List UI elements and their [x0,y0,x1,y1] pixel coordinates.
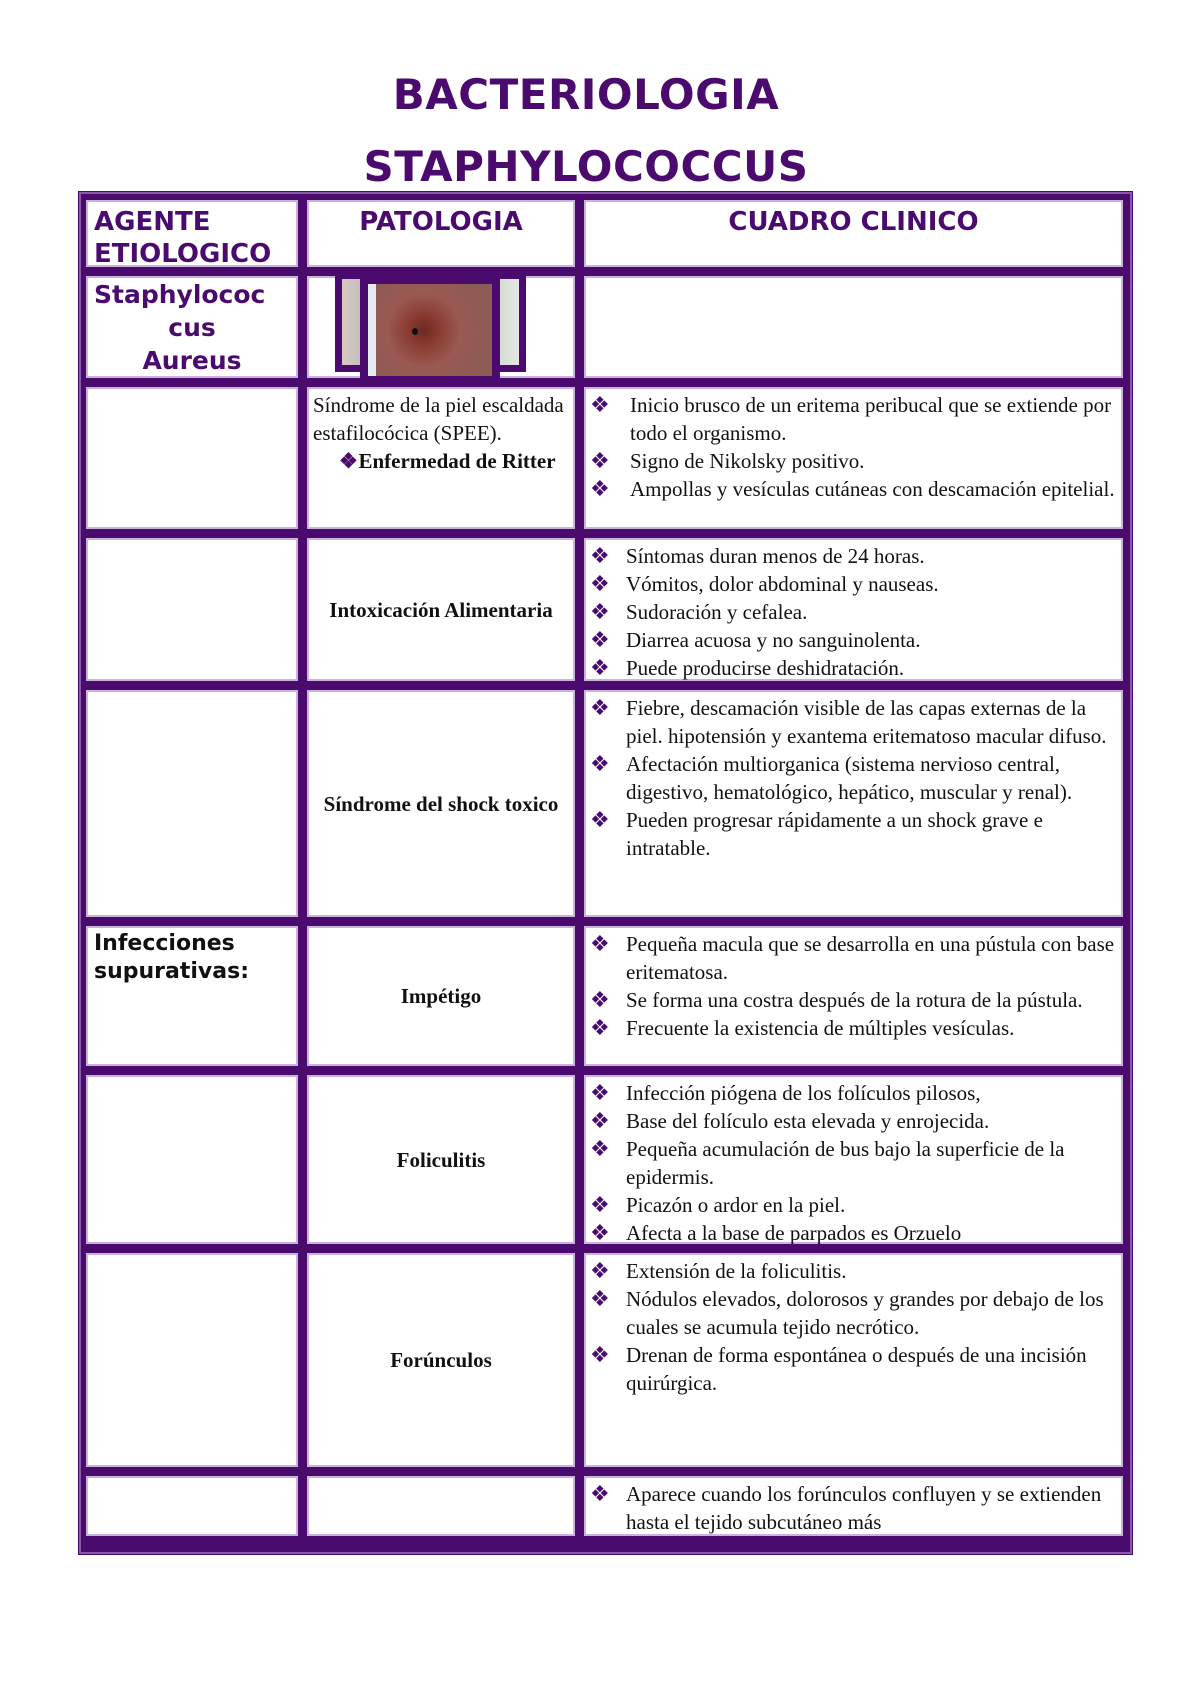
diamond-bullet-icon: ❖ [590,627,610,652]
clinical-item [590,570,1117,598]
organism-line: Aureus [142,346,242,375]
clinical-item [590,986,1117,1014]
clinical-item-text: Afectación multiorganica (sistema nervioso central, digestivo, hematológico, hepático, muscular y renal). [626,752,1073,804]
empty-cell [584,276,1123,378]
clinical-item [590,1191,1117,1219]
clinical-item [590,1285,1117,1341]
organism-cell [86,276,298,378]
diamond-bullet-icon: ❖ [590,931,610,956]
clinical-item-text: Picazón o ardor en la piel. [626,1193,846,1217]
clinical-item [590,447,1117,475]
diamond-bullet-icon: ❖ [590,695,610,720]
diamond-bullet-icon: ❖ [590,1192,610,1217]
pathology-cell: Forúnculos [307,1253,575,1467]
pathology-text: Síndrome de la piel escaldada estafilocócica (SPEE). [313,393,564,445]
diamond-bullet-icon: ❖ [590,1015,610,1040]
organism-line: cus [168,313,216,342]
diamond-bullet-icon: ❖ [590,1136,610,1161]
diamond-bullet-icon: ❖ [590,1108,610,1133]
clinical-item [590,1014,1117,1042]
diamond-bullet-icon: ❖ [590,599,610,624]
empty-cell [86,1075,298,1244]
clinical-item [590,1107,1117,1135]
clinical-item-text: Sudoración y cefalea. [626,600,808,624]
clinical-item-text: Ampollas y vesículas cutáneas con descamación epitelial. [630,477,1115,501]
clinical-cell [584,538,1123,681]
clinical-item-text: Pequeña acumulación de bus bajo la superficie de la epidermis. [626,1137,1065,1189]
clinical-item-text: Inicio brusco de un eritema peribucal que se extiende por todo el organismo. [630,393,1112,445]
clinical-item-text: Vómitos, dolor abdominal y nauseas. [626,572,939,596]
pathology-cell: Intoxicación Alimentaria [307,538,575,681]
clinical-item [590,542,1117,570]
diamond-bullet-icon: ❖ [590,448,610,473]
clinical-item-text: Síntomas duran menos de 24 horas. [626,544,925,568]
clinical-item [590,694,1117,750]
clinical-cell [584,690,1123,917]
empty-cell [307,1476,575,1536]
diamond-bullet-icon: ❖ [339,449,358,473]
clinical-cell [584,1253,1123,1467]
clinical-item-text: Drenan de forma espontánea o después de una incisión quirúrgica. [626,1343,1087,1395]
diamond-bullet-icon: ❖ [590,476,610,501]
diamond-bullet-icon: ❖ [590,1481,610,1506]
clinical-item [590,1480,1117,1536]
clinical-cell [584,1476,1123,1536]
organism-line: Staphylococ [94,280,266,309]
diamond-bullet-icon: ❖ [590,807,610,832]
clinical-item [590,1135,1117,1191]
header-agent: AGENTE ETIOLOGICO [86,200,298,267]
diamond-bullet-icon: ❖ [590,751,610,776]
document-title: BACTERIOLOGIA [392,70,780,119]
clinical-cell [584,387,1123,529]
clinical-item-text: Afecta a la base de parpados es Orzuelo [626,1221,962,1244]
empty-cell [86,690,298,917]
empty-cell [86,1476,298,1536]
clinical-cell [584,926,1123,1066]
clinical-item-text: Diarrea acuosa y no sanguinolenta. [626,628,921,652]
pathology-cell: Síndrome del shock toxico [307,690,575,917]
empty-cell [86,387,298,529]
clinical-item [590,750,1117,806]
document-subtitle: STAPHYLOCOCCUS [363,142,809,191]
skin-lesion-photo [360,276,500,384]
clinical-item [590,1219,1117,1244]
header-pathology: PATOLOGIA [307,200,575,267]
pathology-cell [307,387,575,529]
clinical-item [590,626,1117,654]
clinical-item [590,598,1117,626]
clinical-item-text: Se forma una costra después de la rotura de la pústula. [626,988,1083,1012]
clinical-item-text: Frecuente la existencia de múltiples vesículas. [626,1016,1015,1040]
pathology-cell: Foliculitis [307,1075,575,1244]
clinical-item-text: Base del folículo esta elevada y enrojecida. [626,1109,990,1133]
diamond-bullet-icon: ❖ [590,1258,610,1283]
clinical-item-text: Fiebre, descamación visible de las capas externas de la piel. hipotensión y exantema eritematoso macular difuso. [626,696,1107,748]
clinical-item-text: Nódulos elevados, dolorosos y grandes por debajo de los cuales se acumula tejido necrótico. [626,1287,1104,1339]
clinical-item-text: Aparece cuando los forúnculos confluyen y se extienden hasta el tejido subcutáneo más [626,1482,1102,1534]
diamond-bullet-icon: ❖ [590,987,610,1012]
clinical-item [590,1257,1117,1285]
clinical-item-text: Extensión de la foliculitis. [626,1259,847,1283]
clinical-item-text: Infección piógena de los folículos pilosos, [626,1081,981,1105]
clinical-cell [584,1075,1123,1244]
diamond-bullet-icon: ❖ [590,1080,610,1105]
pathology-subitem [313,447,569,475]
clinical-item [590,930,1117,986]
pathology-cell: Impétigo [307,926,575,1066]
clinical-item-text: Puede producirse deshidratación. [626,656,905,680]
empty-cell [86,538,298,681]
diamond-bullet-icon: ❖ [590,1220,610,1244]
clinical-item-text: Pueden progresar rápidamente a un shock grave e intratable. [626,808,1043,860]
pathology-subitem-label: Enfermedad de Ritter [358,449,556,473]
group-label: Infecciones supurativas: [86,926,298,1066]
header-clinical: CUADRO CLINICO [584,200,1123,267]
clinical-table [78,191,1133,1555]
empty-cell [86,1253,298,1467]
clinical-item [590,806,1117,862]
clinical-item-text: Signo de Nikolsky positivo. [630,449,865,473]
diamond-bullet-icon: ❖ [590,571,610,596]
diamond-bullet-icon: ❖ [590,1286,610,1311]
diamond-bullet-icon: ❖ [590,655,610,680]
diamond-bullet-icon: ❖ [590,543,610,568]
clinical-item [590,391,1117,447]
clinical-item [590,1341,1117,1397]
clinical-item-text: Pequeña macula que se desarrolla en una pústula con base eritematosa. [626,932,1115,984]
clinical-item [590,475,1117,503]
clinical-item [590,1079,1117,1107]
diamond-bullet-icon: ❖ [590,392,610,417]
clinical-item [590,654,1117,681]
diamond-bullet-icon: ❖ [590,1342,610,1367]
